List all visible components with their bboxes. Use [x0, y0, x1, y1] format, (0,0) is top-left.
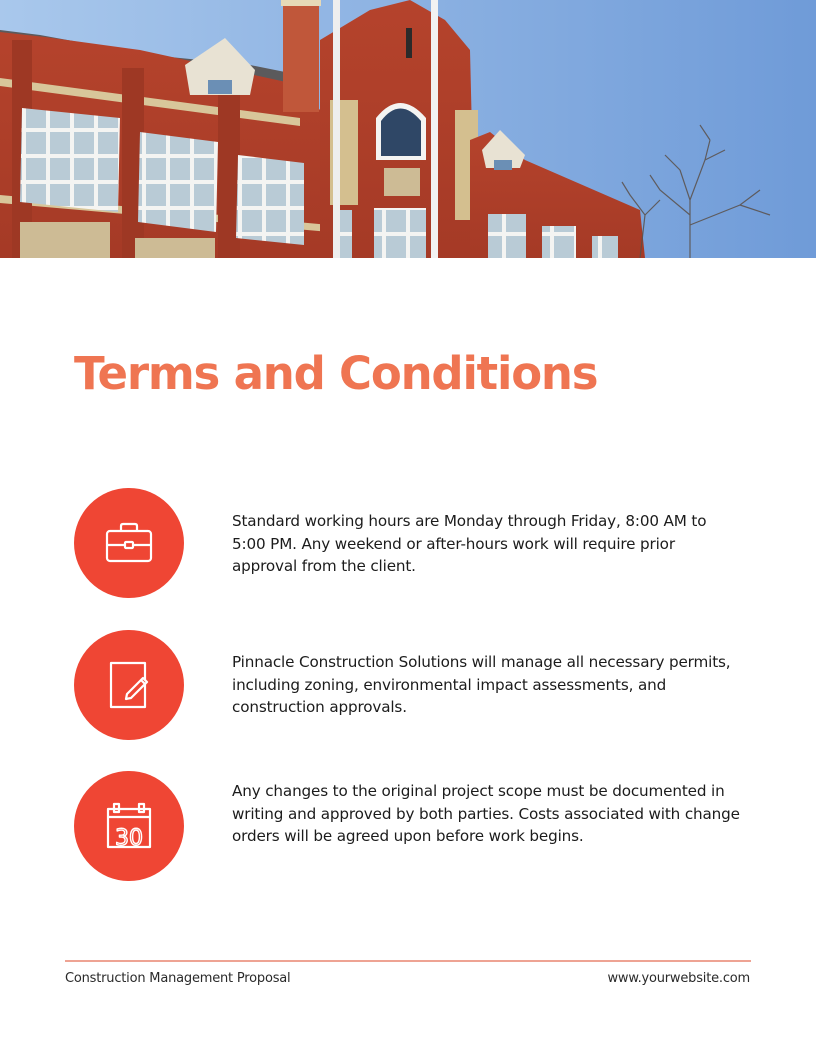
- term-icon-circle: [74, 488, 184, 598]
- building-photo: [0, 0, 816, 258]
- term-text: Any changes to the original project scope must be documented in writing and approved by both parties. Costs associated with change orders will be agreed upon before work begins.: [232, 782, 740, 845]
- term-icon-circle: [74, 630, 184, 740]
- footer-divider: [65, 960, 751, 962]
- footer-document-title: Construction Management Proposal: [65, 971, 291, 986]
- svg-text:30: 30: [115, 826, 143, 851]
- page-title: Terms and Conditions: [74, 347, 598, 400]
- term-text: Pinnacle Construction Solutions will manage all necessary permits, including zoning, environmental impact assessments, and construction approvals.: [232, 653, 731, 716]
- term-icon-circle: [74, 771, 184, 881]
- document-edit-icon: [102, 658, 156, 712]
- hero-photo: [0, 0, 816, 258]
- footer-website-link[interactable]: www.yourwebsite.com: [607, 971, 750, 986]
- term-text: Standard working hours are Monday through Friday, 8:00 AM to 5:00 PM. Any weekend or after-hours work will require prior approval from the client.: [232, 512, 707, 575]
- calendar-30-icon: [102, 799, 156, 853]
- briefcase-icon: [102, 516, 156, 570]
